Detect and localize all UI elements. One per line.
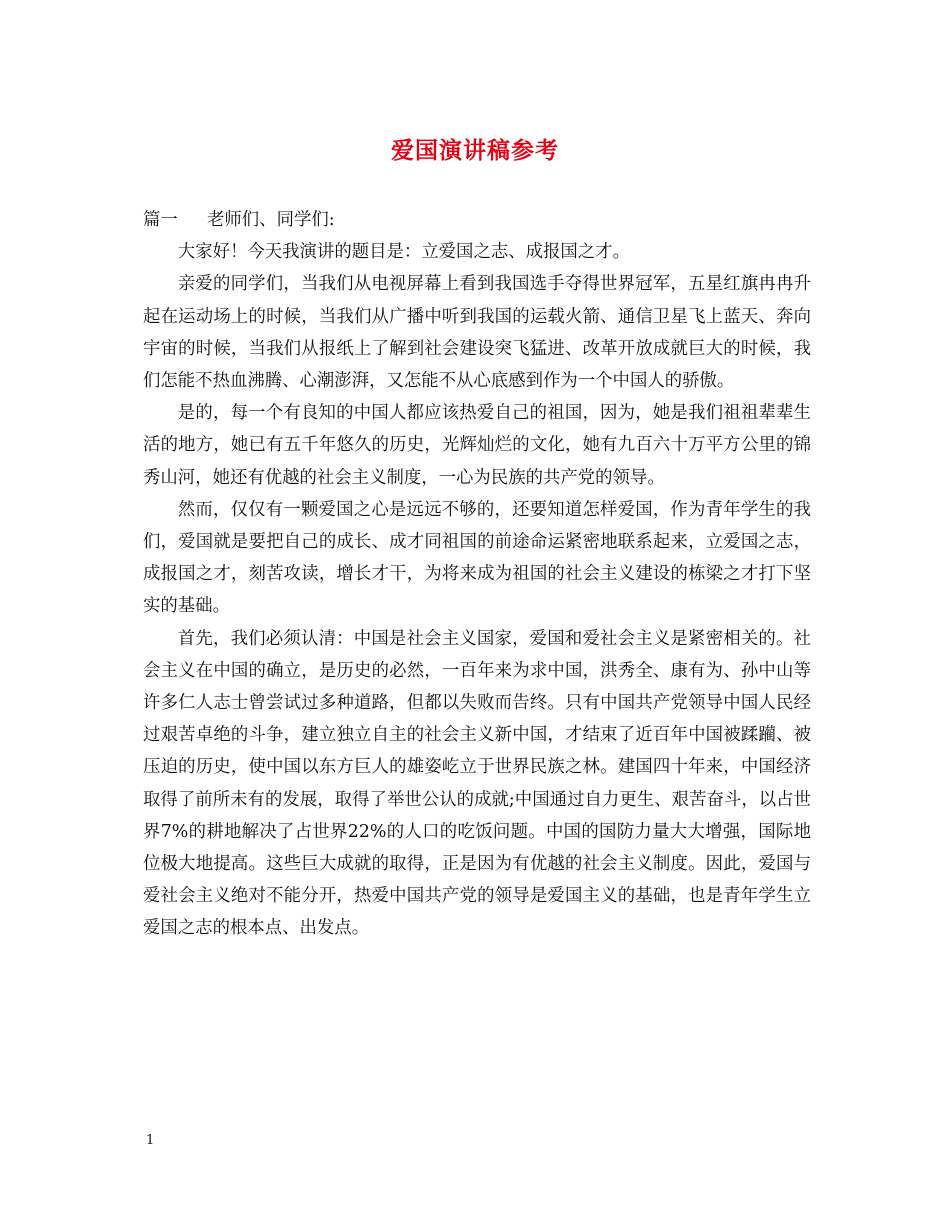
- paragraph-greeting: 大家好！今天我演讲的题目是：立爱国之志、成报国之才。: [177, 242, 630, 263]
- document-body: [143, 204, 811, 945]
- salutation-line: [143, 204, 811, 236]
- document-title: 爱国演讲稿参考: [391, 137, 559, 164]
- paragraph-how-to-love: 然而，仅仅有一颗爱国之心是远远不够的，还要知道怎样爱国，作为青年学生的我们，爱国就是要把自己的成长、成才同祖国的前途命运紧密地联系起来，立爱国之志，成报国之才，刻苦攻读，增长才干，为将来成为祖国的社会主义建设的栋梁之才打下坚实的基础。: [143, 499, 811, 617]
- page-number: 1: [146, 1133, 155, 1148]
- paragraph-socialism: 首先，我们必须认清：中国是社会主义国家，爱国和爱社会主义是紧密相关的。社会主义在中国的确立，是历史的必然，一百年来为求中国，洪秀全、康有为、孙中山等许多仁人志士曾尝试过多种道路，但都以失败而告终。只有中国共产党领导中国人民经过艰苦卓绝的斗争，建立独立自主的社会主义新中国，才结束了近百年中国被蹂躏、被压迫的历史，使中国以东方巨人的雄姿屹立于世界民族之林。建国四十年来，中国经济取得了前所未有的发展，取得了举世公认的成就;中国通过自力更生、艰苦奋斗，以占世界7%的耕地解决了占世界22%的人口的吃饭问题。中国的国防力量大大增强，国际地位极大地提高。这些巨大成就的取得，正是因为有优越的社会主义制度。因此，爱国与爱社会主义绝对不能分开，热爱中国共产党的领导是爱国主义的基础，也是青年学生立爱国之志的根本点、出发点。: [143, 628, 811, 939]
- salutation: 老师们、同学们:: [207, 210, 335, 230]
- section-label: 篇一: [143, 210, 178, 230]
- paragraph-love-motherland: 是的，每一个有良知的中国人都应该热爱自己的祖国，因为，她是我们祖祖辈辈生活的地方，她已有五千年悠久的历史，光辉灿烂的文化，她有九百六十万平方公里的锦秀山河，她还有优越的社会主义制度，一心为民族的共产党的领导。: [143, 403, 811, 488]
- paragraph-pride: 亲爱的同学们，当我们从电视屏幕上看到我国选手夺得世界冠军，五星红旗冉冉升起在运动场上的时候，当我们从广播中听到我国的运载火箭、通信卫星飞上蓝天、奔向宇宙的时候，当我们从报纸上了解到社会建设突飞猛进、改革开放成就巨大的时候，我们怎能不热血沸腾、心潮澎湃，又怎能不从心底感到作为一个中国人的骄傲。: [143, 274, 811, 392]
